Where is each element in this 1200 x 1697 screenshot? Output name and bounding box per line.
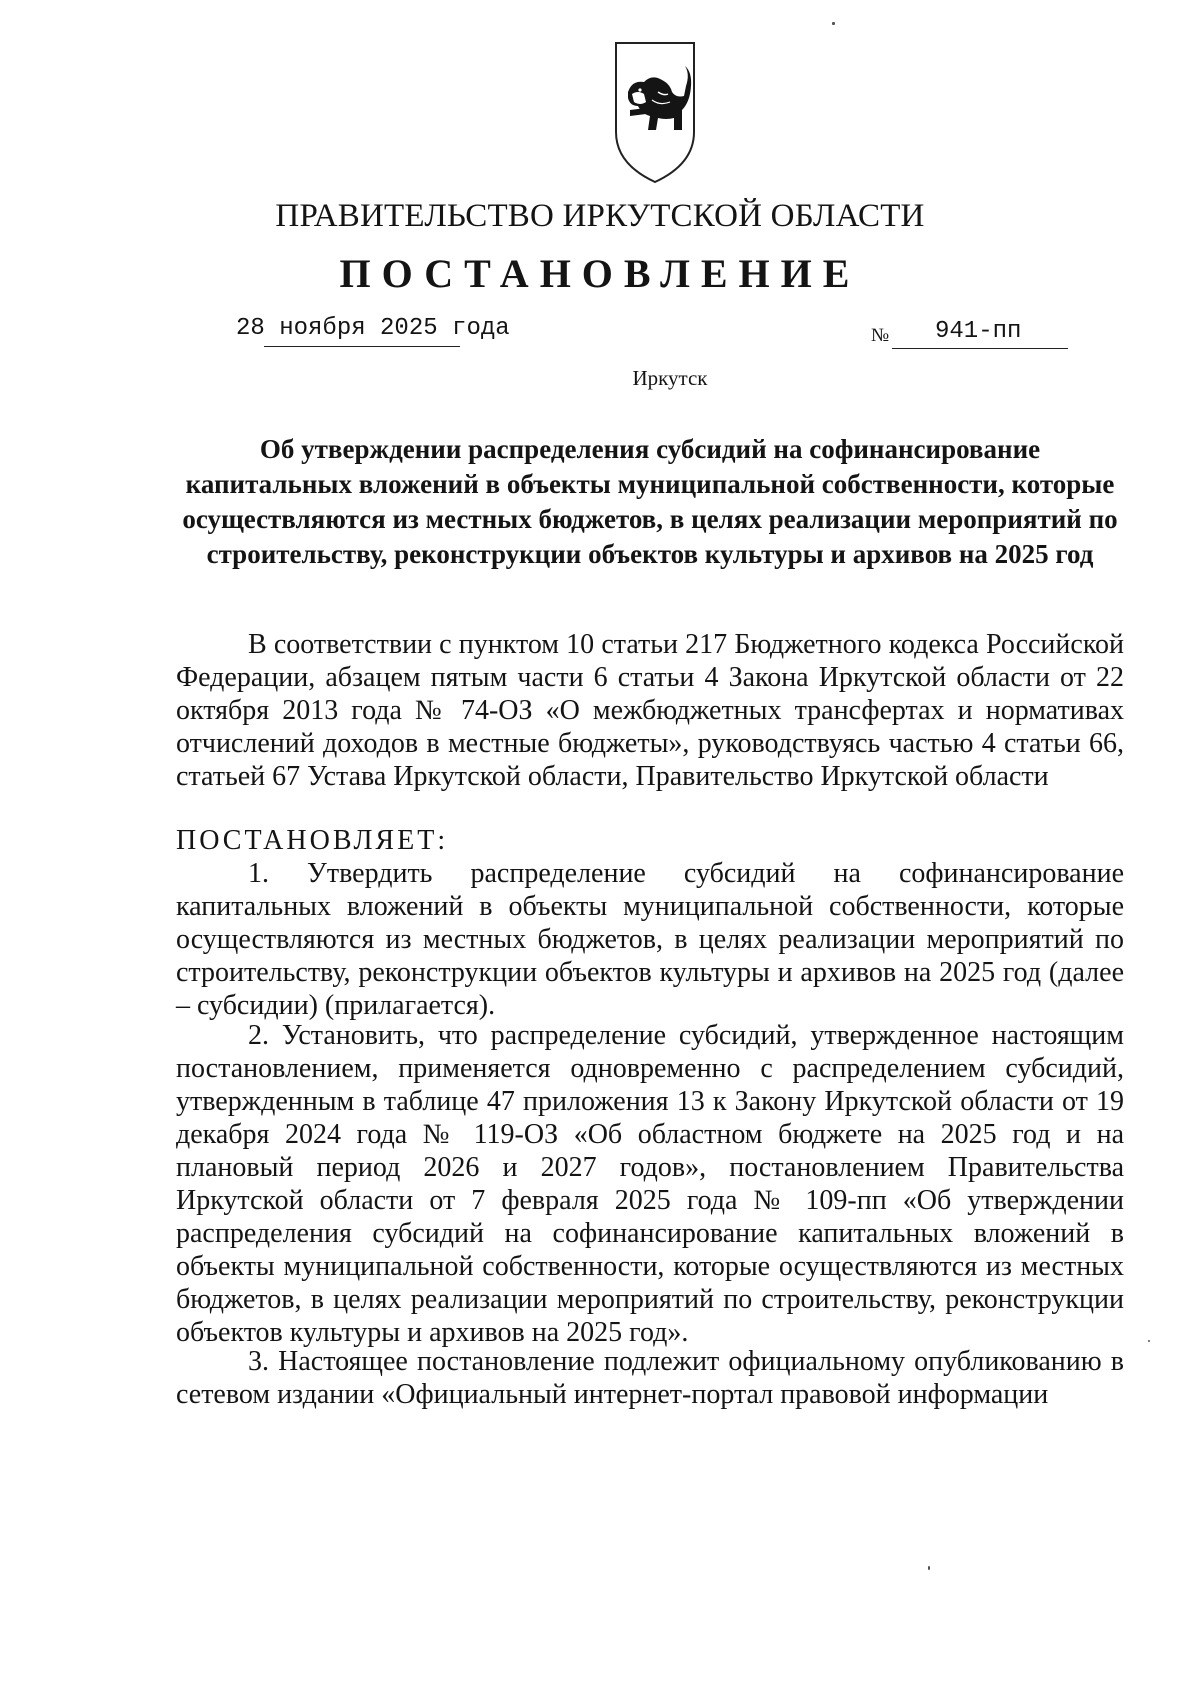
date-underline: [264, 346, 460, 347]
document-date: 28 ноября 2025 года: [236, 315, 510, 342]
document-type: ПОСТАНОВЛЕНИЕ: [339, 251, 861, 296]
organization-name: ПРАВИТЕЛЬСТВО ИРКУТСКОЙ ОБЛАСТИ: [275, 198, 925, 234]
number-underline: [892, 348, 1068, 349]
item-1-paragraph: 1. Утвердить распределение субсидий на софинансирование капитальных вложений в объекты муниципальной собственности, которые осуществляются из местных бюджетов, в целях реализации мероприятий по строительству, реконструкции объектов культуры и архивов на 2025 год (далее – субсидии) (прилагается).: [176, 858, 1124, 1021]
decree-word: ПОСТАНОВЛЯЕТ:: [176, 825, 449, 856]
preamble-paragraph: В соответствии с пунктом 10 статьи 217 Бюджетного кодекса Российской Федерации, абзацем пятым части 6 статьи 4 Закона Иркутской области от 22 октября 2013 года № 74-ОЗ «О межбюджетных трансфертах и нормативах отчислений доходов в местные бюджеты», руководствуясь частью 4 статьи 66, статьей 67 Устава Иркутской области, Правительство Иркутской области: [176, 629, 1124, 792]
number-sign: №: [871, 325, 890, 346]
item-3-paragraph: 3. Настоящее постановление подлежит официальному опубликованию в сетевом издании «Официальный интернет-портал правовой информации: [176, 1346, 1124, 1410]
city-name: Иркутск: [632, 366, 708, 390]
document-number: 941-пп: [935, 318, 1022, 345]
scan-speck: [832, 22, 835, 25]
scan-speck: [928, 1566, 930, 1570]
item-2-paragraph: 2. Установить, что распределение субсидий, утвержденное настоящим постановлением, применяется одновременно с распределением субсидий, утвержденным в таблице 47 приложения 13 к Закону Иркутской области от 19 декабря 2024 года № 119-ОЗ «Об областном бюджете на 2025 год и на плановый период 2026 и 2027 годов», постановлением Правительства Иркутской области от 7 февраля 2025 года № 109-пп «Об утверждении распределения субсидий на софинансирование капитальных вложений в объекты муниципальной собственности, которые осуществляются из местных бюджетов, в целях реализации мероприятий по строительству, реконструкции объектов культуры и архивов на 2025 год».: [176, 1020, 1124, 1348]
coat-of-arms-icon: [612, 40, 698, 186]
document-title: Об утверждении распределения субсидий на софинансирование капитальных вложений в объекты муниципальной собственности, которые осуществляются из местных бюджетов, в целях реализации мероприятий по строительству, реконструкции объектов культуры и архивов на 2025 год: [182, 434, 1118, 569]
scan-speck: [1148, 1340, 1150, 1342]
